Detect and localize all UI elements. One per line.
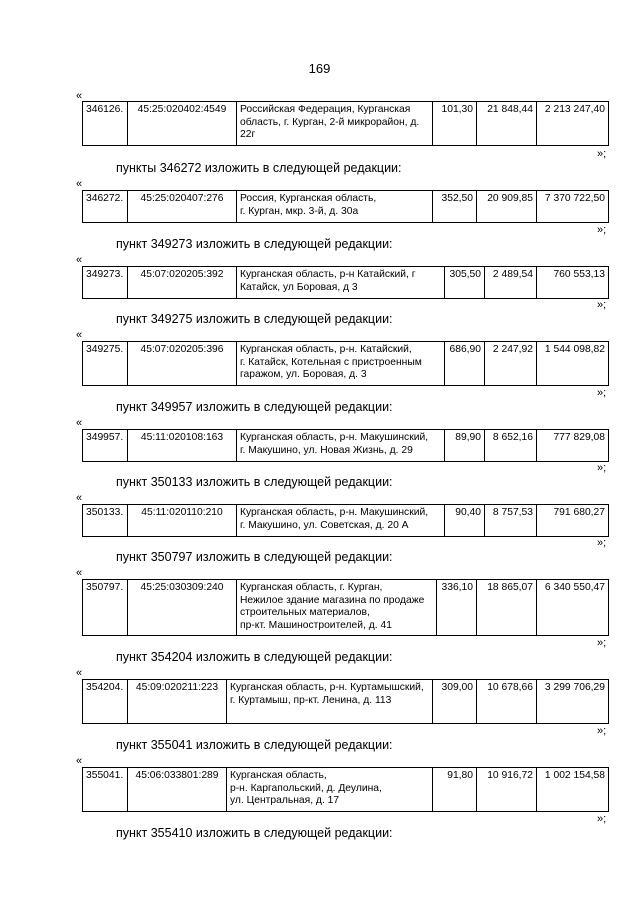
rate: 20 909,85 (477, 191, 537, 223)
cadastral-number: 45:06:033801:289 (128, 768, 227, 812)
instruction: пункт 355041 изложить в следующей редакции: (116, 738, 393, 752)
instruction: пункт 354204 изложить в следующей редакции: (116, 650, 393, 664)
close-mark: »; (597, 813, 607, 825)
rate: 18 865,07 (477, 580, 537, 636)
address: Российская Федерация, Курганская область, г. Курган, 2-й микрорайон, д. 22г (237, 102, 433, 146)
cadastral-number: 45:25:030309:240 (128, 580, 237, 636)
close-mark: »; (597, 462, 607, 474)
area: 91,80 (433, 768, 477, 812)
table-row (82, 190, 609, 223)
instruction: пункт 349273 изложить в следующей редакции: (116, 237, 393, 251)
cadastral-number: 45:25:020402:4549 (128, 102, 237, 146)
close-mark: »; (597, 299, 607, 311)
area: 352,50 (433, 191, 477, 223)
instruction: пункт 349275 изложить в следующей редакции: (116, 312, 393, 326)
address: Курганская область, р-н. Куртамышский, г. Куртамыш, пр-кт. Ленина, д. 113 (227, 680, 433, 724)
cadastral-number: 45:11:020110:210 (128, 505, 237, 537)
value: 7 370 722,50 (537, 191, 609, 223)
area: 309,00 (433, 680, 477, 724)
table-row (82, 504, 609, 537)
address: Курганская область, р-н. Каргапольский, д. Деулина, ул. Центральная, д. 17 (227, 768, 433, 812)
cadastral-number: 45:07:020205:396 (128, 342, 237, 386)
rate: 2 247,92 (485, 342, 537, 386)
row-number: 354204. (83, 680, 128, 724)
address: Курганская область, р-н. Макушинский, г. Макушино, ул. Новая Жизнь, д. 29 (237, 430, 445, 462)
value: 1 544 098,82 (537, 342, 609, 386)
value: 777 829,08 (537, 430, 609, 462)
cadastral-number: 45:09:020211:223 (128, 680, 227, 724)
close-mark: »; (597, 725, 607, 737)
cadastral-number: 45:07:020205:392 (128, 267, 237, 299)
cadastral-number: 45:11:020108:163 (128, 430, 237, 462)
value: 760 553,13 (537, 267, 609, 299)
address: Россия, Курганская область, г. Курган, мкр. 3-й, д. 30а (237, 191, 433, 223)
open-quote: « (76, 90, 83, 102)
open-quote: « (76, 567, 83, 579)
open-quote: « (76, 329, 83, 341)
open-quote: « (76, 492, 83, 504)
rate: 2 489,54 (485, 267, 537, 299)
row-number: 349275. (83, 342, 128, 386)
open-quote: « (76, 178, 83, 190)
open-quote: « (76, 755, 83, 767)
address: Курганская область, р-н Катайский, г Катайск, ул Боровая, д 3 (237, 267, 445, 299)
value: 3 299 706,29 (537, 680, 609, 724)
area: 89,90 (445, 430, 485, 462)
instruction: пункт 349957 изложить в следующей редакции: (116, 400, 393, 414)
area: 90,40 (445, 505, 485, 537)
area: 305,50 (445, 267, 485, 299)
close-mark: »; (597, 387, 607, 399)
value: 791 680,27 (537, 505, 609, 537)
row-number: 350133. (83, 505, 128, 537)
table-row (82, 101, 609, 146)
instruction: пункт 350133 изложить в следующей редакции: (116, 475, 393, 489)
area: 101,30 (433, 102, 477, 146)
row-number: 349957. (83, 430, 128, 462)
row-number: 346272. (83, 191, 128, 223)
rate: 21 848,44 (477, 102, 537, 146)
instruction: пункт 355410 изложить в следующей редакции: (116, 826, 393, 840)
open-quote: « (76, 417, 83, 429)
cadastral-number: 45:25:020407:276 (128, 191, 237, 223)
area: 336,10 (437, 580, 477, 636)
table-row (82, 429, 609, 462)
address: Курганская область, г. Курган, Нежилое здание магазина по продаже строительных материалов, пр-кт. Машиностроителей, д. 41 (237, 580, 437, 636)
rate: 8 652,16 (485, 430, 537, 462)
table-row (82, 679, 609, 724)
table-row (82, 266, 609, 299)
table-row (82, 579, 609, 636)
close-mark: »; (597, 537, 607, 549)
row-number: 350797. (83, 580, 128, 636)
page-number: 169 (308, 61, 331, 76)
row-number: 346126. (83, 102, 128, 146)
area: 686,90 (445, 342, 485, 386)
close-mark: »; (597, 148, 607, 160)
table-row (82, 767, 609, 812)
row-number: 355041. (83, 768, 128, 812)
address: Курганская область, р-н. Катайский, г. Катайск, Котельная с пристроенным гаражом, ул. Боровая, д. 3 (237, 342, 445, 386)
value: 2 213 247,40 (537, 102, 609, 146)
rate: 10 678,66 (477, 680, 537, 724)
address: Курганская область, р-н. Макушинский, г. Макушино, ул. Советская, д. 20 А (237, 505, 445, 537)
close-mark: »; (597, 637, 607, 649)
open-quote: « (76, 667, 83, 679)
rate: 10 916,72 (477, 768, 537, 812)
value: 1 002 154,58 (537, 768, 609, 812)
row-number: 349273. (83, 267, 128, 299)
rate: 8 757,53 (485, 505, 537, 537)
table-row (82, 341, 609, 386)
instruction: пункт 350797 изложить в следующей редакции: (116, 550, 393, 564)
value: 6 340 550,47 (537, 580, 609, 636)
instruction: пункты 346272 изложить в следующей редакции: (116, 161, 402, 175)
open-quote: « (76, 254, 83, 266)
close-mark: »; (597, 224, 607, 236)
